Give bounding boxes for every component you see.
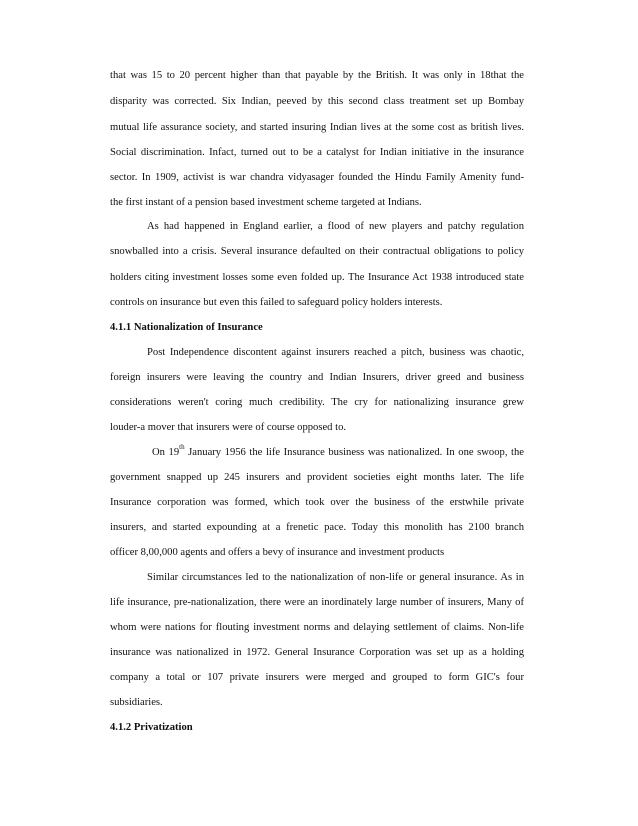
- text-line: insurers, and started expounding at a frenetic pace. Today this monolith has 2100 branch: [110, 522, 524, 533]
- superscript: th: [179, 443, 185, 452]
- text-line: company a total or 107 private insurers were merged and grouped to form GIC's four: [110, 672, 524, 683]
- text-line: life insurance, pre-nationalization, there were an inordinately large number of insurers, Many of: [110, 597, 524, 608]
- text-line: the first instant of a pension based investment scheme targeted at Indians.: [110, 197, 422, 208]
- text-line: Similar circumstances led to the nationalization of non-life or general insurance. As in: [147, 572, 524, 583]
- text-line: officer 8,00,000 agents and offers a bevy of insurance and investment products: [110, 547, 445, 558]
- text-line: controls on insurance but even this failed to safeguard policy holders interests.: [110, 297, 443, 308]
- text-line: holders citing investment losses some even folded up. The Insurance Act 1938 introduced state: [110, 272, 524, 283]
- text-line: snowballed into a crisis. Several insurance defaulted on their contractual obligations to policy: [110, 246, 524, 257]
- text-line: [152, 443, 524, 459]
- section-heading: 4.1.2 Privatization: [110, 722, 193, 733]
- text-line: that was 15 to 20 percent higher than that payable by the British. It was only in 18that the: [110, 70, 524, 81]
- text-line: louder-a mover that insurers were of course opposed to.: [110, 422, 347, 433]
- text-line: Insurance corporation was formed, which took over the business of the erstwhile private: [110, 497, 524, 508]
- text-line: disparity was corrected. Six Indian, peeved by this second class treatment set up Bombay: [110, 96, 524, 107]
- text-line: foreign insurers were leaving the country and Indian Insurers, driver greed and business: [110, 372, 524, 383]
- text-line: As had happened in England earlier, a flood of new players and patchy regulation: [147, 221, 524, 232]
- text-line: mutual life assurance society, and started insuring Indian lives at the some cost as british lives.: [110, 122, 524, 133]
- text-line: considerations weren't coring much credibility. The cry for nationalizing insurance grew: [110, 397, 524, 408]
- text-line: Post Independence discontent against insurers reached a pitch, business was chaotic,: [147, 347, 524, 358]
- section-heading: 4.1.1 Nationalization of Insurance: [110, 322, 263, 333]
- text-fragment: January 1956 the life Insurance business was nationalized. In one swoop, the: [184, 447, 524, 458]
- text-line: insurance was nationalized in 1972. General Insurance Corporation was set up as a holding: [110, 647, 524, 658]
- text-line: sector. In 1909, activist is war chandra vidyasager founded the Hindu Family Amenity fund-: [110, 172, 524, 183]
- text-line: whom were nations for flouting investment norms and delaying settlement of claims. Non-life: [110, 622, 524, 633]
- text-line: government snapped up 245 insurers and provident societies eight months later. The life: [110, 472, 524, 483]
- text-line: Social discrimination. Infact, turned out to be a catalyst for Indian initiative in the insurance: [110, 147, 524, 158]
- text-line: subsidiaries.: [110, 697, 163, 708]
- text-fragment: On 19: [152, 447, 180, 458]
